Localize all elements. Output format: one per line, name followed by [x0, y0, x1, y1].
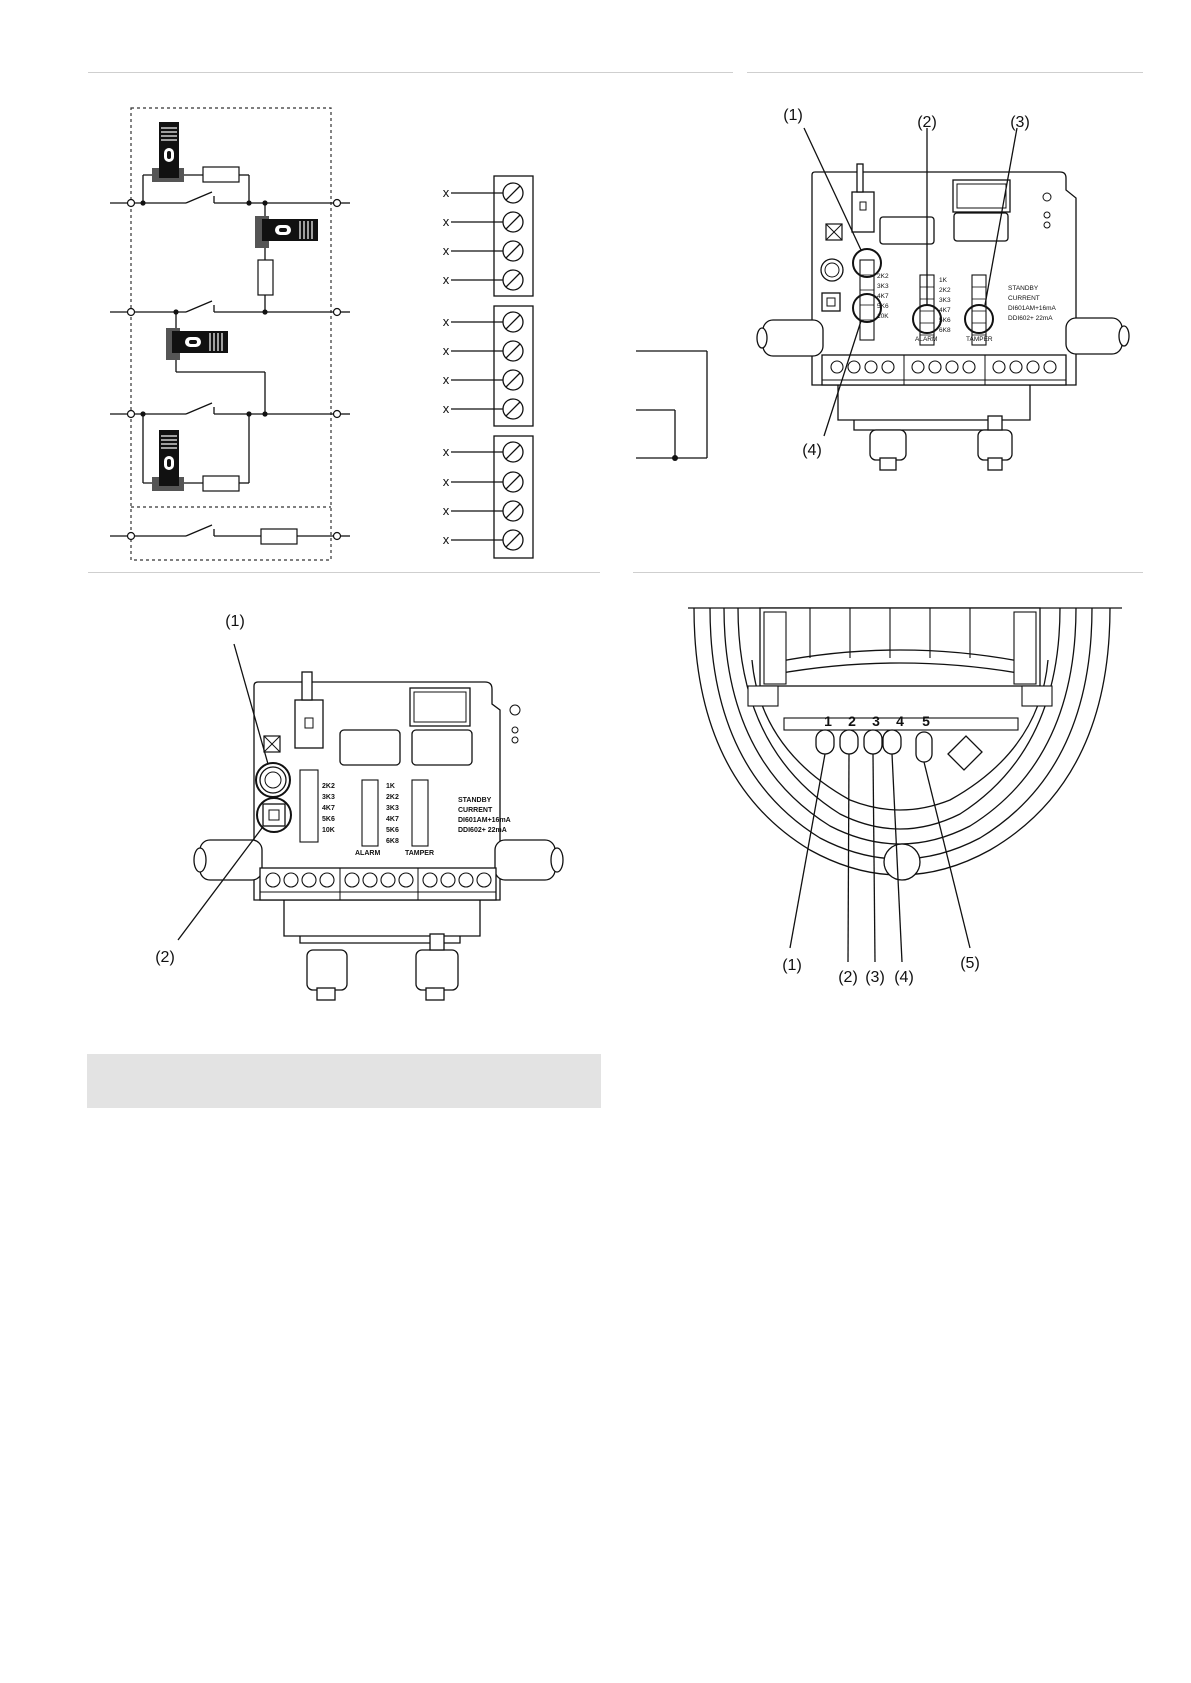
alarm-label: 5K6 — [386, 827, 399, 834]
terminal-marker: x — [442, 272, 450, 287]
standby-label: DI601AM+16mA — [1008, 305, 1056, 312]
alarm-label: 1K — [386, 783, 395, 790]
alarm-label: 4K7 — [939, 307, 951, 314]
callout-label: (1) — [783, 107, 803, 124]
alarm-label: 3K3 — [386, 805, 399, 812]
alarm-label: 2K2 — [939, 287, 951, 294]
terminal-marker: x — [442, 532, 450, 547]
jumper-label: 10K — [322, 827, 335, 834]
callout-label: (3) — [1010, 114, 1030, 131]
terminal-block-2 — [451, 306, 533, 426]
alarm-label: 6K8 — [386, 838, 399, 845]
jumper-label: 3K3 — [322, 794, 335, 801]
led-number: 2 — [848, 713, 856, 729]
terminal-block-1 — [451, 176, 533, 296]
terminal-marker: x — [442, 185, 450, 200]
wiring-diagram — [0, 0, 720, 570]
callout-label: (2) — [838, 969, 858, 986]
tamper-caption: TAMPER — [405, 850, 435, 857]
terminal-marker: x — [442, 444, 450, 459]
terminal-marker: x — [442, 343, 450, 358]
jumper-label: 10K — [877, 313, 889, 320]
standby-label: DDI602+ 22mA — [1008, 315, 1053, 322]
led-number: 1 — [824, 713, 832, 729]
callout-label: (1) — [782, 957, 802, 974]
alarm-label: 2K2 — [386, 794, 399, 801]
standby-label: STANDBY — [458, 797, 492, 804]
top-right-divider — [747, 72, 1143, 73]
callout-label: (5) — [960, 955, 980, 972]
callout-label: (2) — [155, 949, 175, 966]
jumper-label: 2K2 — [877, 273, 889, 280]
led-number: 5 — [922, 713, 930, 729]
callout-label: (3) — [865, 969, 885, 986]
led-diagram-svg — [680, 600, 1140, 1000]
jumper-icon — [255, 216, 318, 248]
jumper-icon — [166, 328, 228, 360]
terminal-marker: x — [442, 474, 450, 489]
alarm-label: 3K3 — [939, 297, 951, 304]
alarm-caption: ALARM — [355, 850, 381, 857]
jumper-label: 3K3 — [877, 283, 889, 290]
alarm-label: 4K7 — [386, 816, 399, 823]
board-diagram-bottom — [150, 600, 610, 1020]
jumper-label: 5K6 — [877, 303, 889, 310]
jumper-icon — [152, 430, 184, 491]
jumper-label: 4K7 — [877, 293, 889, 300]
standby-label: CURRENT — [458, 807, 493, 814]
led-number: 3 — [872, 713, 880, 729]
standby-label: STANDBY — [1008, 285, 1039, 292]
standby-label: DDI602+ 22mA — [458, 827, 507, 834]
terminal-marker: x — [442, 243, 450, 258]
led-number: 4 — [896, 713, 904, 729]
standby-label: DI601AM+16mA — [458, 817, 511, 824]
jumper-label: 5K6 — [322, 816, 335, 823]
alarm-label: 1K — [939, 277, 947, 284]
jumper-label: 2K2 — [322, 783, 335, 790]
callout-label: (4) — [894, 969, 914, 986]
board-diagram-bottom-svg — [150, 600, 610, 1020]
alarm-caption: ALARM — [915, 336, 938, 343]
led-diagram — [680, 600, 1140, 1000]
alarm-label: 5K6 — [939, 317, 951, 324]
callout-label: (4) — [802, 442, 822, 459]
middle-left-divider — [88, 572, 600, 573]
tamper-caption: TAMPER — [966, 336, 993, 343]
board-diagram-top-svg — [740, 80, 1160, 520]
terminal-marker: x — [442, 503, 450, 518]
gray-panel — [87, 1054, 601, 1108]
callout-label: (1) — [225, 613, 245, 630]
standby-label: CURRENT — [1008, 295, 1040, 302]
callout-label: (2) — [917, 114, 937, 131]
middle-right-divider — [633, 572, 1143, 573]
terminal-block-3 — [451, 436, 533, 558]
jumper-label: 4K7 — [322, 805, 335, 812]
wiring-diagram-svg — [0, 0, 720, 570]
alarm-label: 6K8 — [939, 327, 951, 334]
jumper-icon — [152, 122, 184, 182]
terminal-marker: x — [442, 214, 450, 229]
terminal-marker: x — [442, 401, 450, 416]
terminal-marker: x — [442, 314, 450, 329]
board-diagram-top — [740, 80, 1160, 520]
terminal-marker: x — [442, 372, 450, 387]
